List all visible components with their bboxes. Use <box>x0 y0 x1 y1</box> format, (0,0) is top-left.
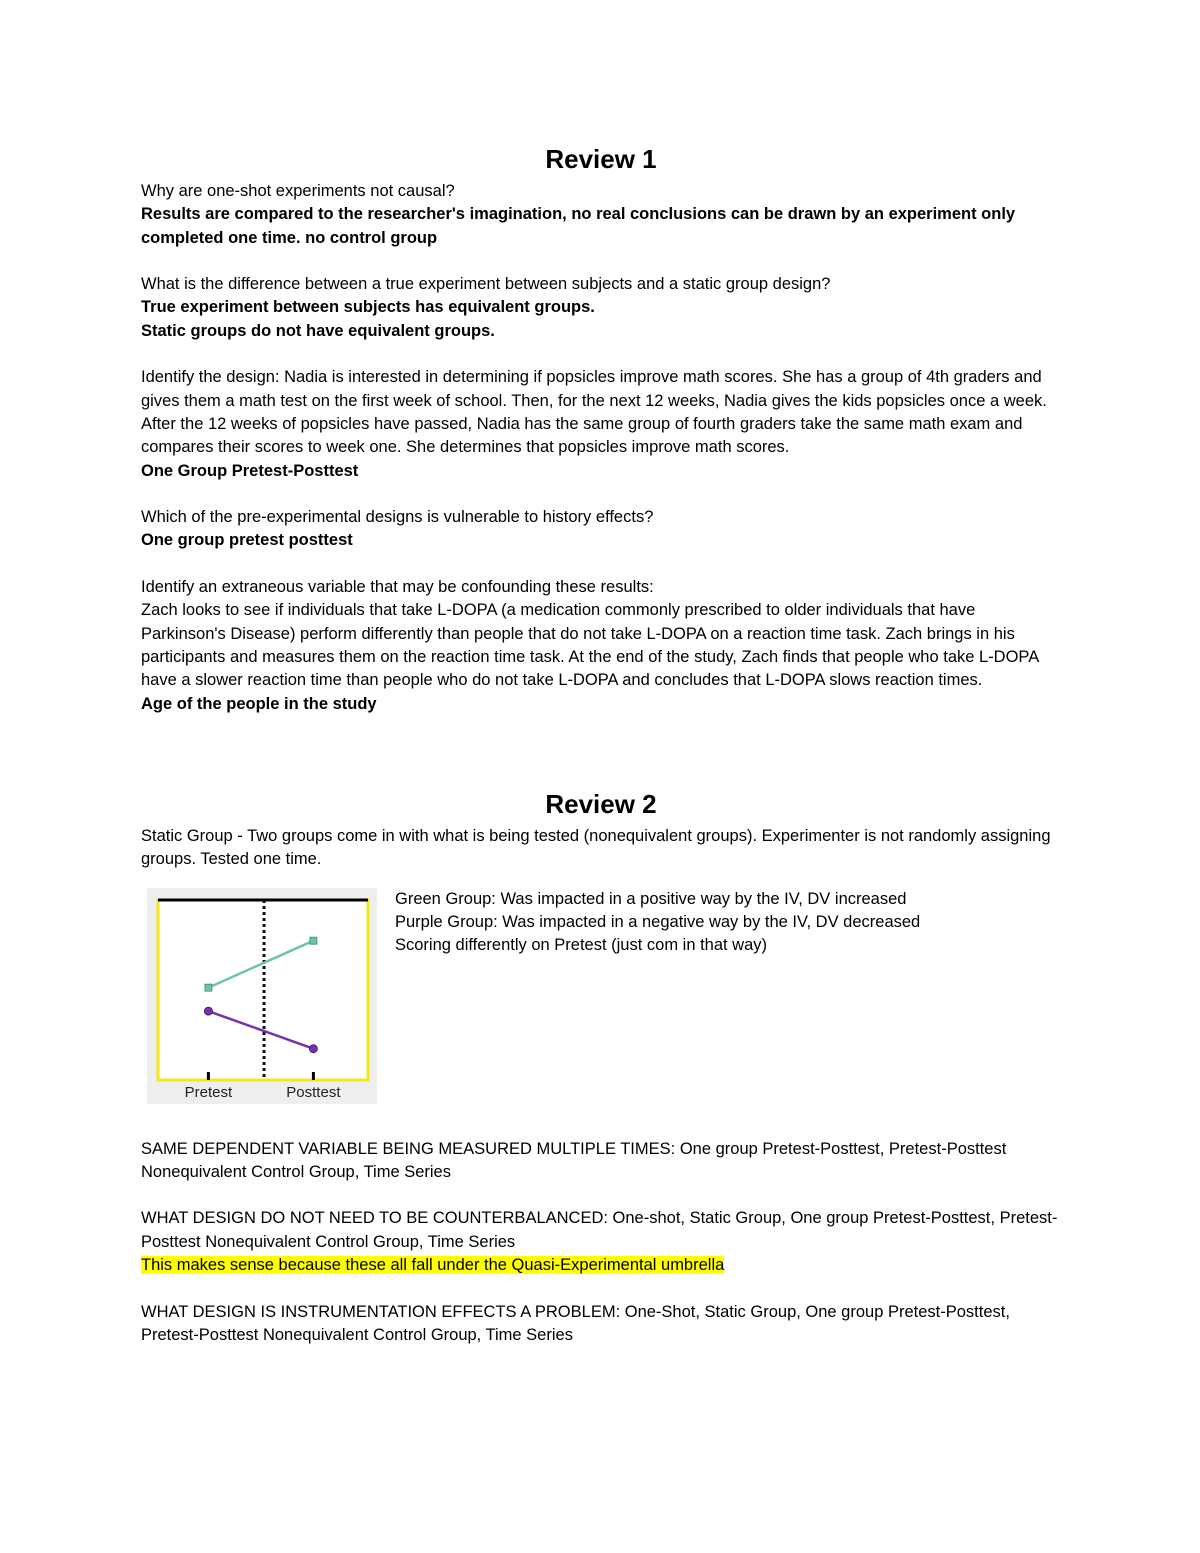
review-2-section <box>141 788 1061 1347</box>
highlighted-note: This makes sense because these all fall under the Quasi-Experimental umbrella <box>141 1256 725 1275</box>
review-1-section <box>141 143 1061 716</box>
same-dv-text: SAME DEPENDENT VARIABLE BEING MEASURED MULTIPLE TIMES: One group Pretest-Posttest, Pretest-Posttest Nonequivalent Control Group, Time Series <box>141 1139 1007 1181</box>
green-group-text: Green Group: Was impacted in a positive way by the IV, DV increased <box>395 889 907 908</box>
figure-row <box>141 888 1061 1138</box>
counterbalanced-text: WHAT DESIGN DO NOT NEED TO BE COUNTERBALANCED: One-shot, Static Group, One group Pretest-Posttest, Pretest-Posttest Nonequivalent Control Group, Time Series <box>141 1209 1058 1251</box>
tick-label-posttest: Posttest <box>286 1083 341 1101</box>
pretest-posttest-chart <box>147 888 377 1104</box>
review-2-title: Review 2 <box>545 789 657 819</box>
answer-history-effects: One group pretest posttest <box>141 531 353 550</box>
question-one-shot: Why are one-shot experiments not causal? <box>141 182 455 200</box>
data-point-0-0 <box>205 984 212 991</box>
data-point-0-1 <box>310 937 317 944</box>
instrumentation-text: WHAT DESIGN IS INSTRUMENTATION EFFECTS A PROBLEM: One-Shot, Static Group, One group Pretest-Posttest, Pretest-Posttest Nonequivalent Control Group, Time Series <box>141 1302 1010 1344</box>
answer-static-groups: Static groups do not have equivalent groups. <box>141 321 495 340</box>
scoring-text: Scoring differently on Pretest (just com in that way) <box>395 936 768 955</box>
question-extraneous-body: Zach looks to see if individuals that take L-DOPA (a medication commonly prescribed to older individuals that have Parkinson's Disease) perform differently than people that do not take L-DOPA on a reaction time task. Zach brings in his participants and measures them on the reaction time task. At the end of the study, Zach finds that people who take L-DOPA have a slower reaction time than people who do not take L-DOPA and concludes that L-DOPA slows reaction times. <box>141 601 1039 690</box>
review-1-title: Review 1 <box>545 144 657 174</box>
answer-identify-design: One Group Pretest-Posttest <box>141 461 359 480</box>
answer-true-experiment: True experiment between subjects has equivalent groups. <box>141 298 595 317</box>
static-group-definition: Static Group - Two groups come in with what is being tested (nonequivalent groups). Experimenter is not randomly assigning groups. Tested one time. <box>141 827 1051 869</box>
data-point-1-1 <box>309 1044 317 1052</box>
purple-group-text: Purple Group: Was impacted in a negative way by the IV, DV decreased <box>395 912 921 931</box>
chart-svg <box>147 888 377 1104</box>
answer-extraneous: Age of the people in the study <box>141 694 377 713</box>
tick-label-pretest: Pretest <box>184 1083 233 1101</box>
question-extraneous-intro: Identify an extraneous variable that may be confounding these results: <box>141 578 654 597</box>
figure-explanation <box>395 888 1055 958</box>
question-identify-design: Identify the design: Nadia is interested in determining if popsicles improve math scores. She has a group of 4th graders and gives them a math test on the first week of school. Then, for the next 12 weeks, Nadia gives the kids popsicles once a week. After the 12 weeks of popsicles have passed, Nadia has the same group of fourth graders take the same math exam and compares their scores to week one. She determines that popsicles improve math scores. <box>141 368 1047 457</box>
question-true-vs-static: What is the difference between a true experiment between subjects and a static group design? <box>141 275 831 294</box>
data-point-1-0 <box>204 1007 212 1015</box>
answer-one-shot: Results are compared to the researcher's imagination, no real conclusions can be drawn by an experiment only completed one time. no control group <box>141 205 1016 247</box>
question-history-effects: Which of the pre-experimental designs is vulnerable to history effects? <box>141 508 654 527</box>
